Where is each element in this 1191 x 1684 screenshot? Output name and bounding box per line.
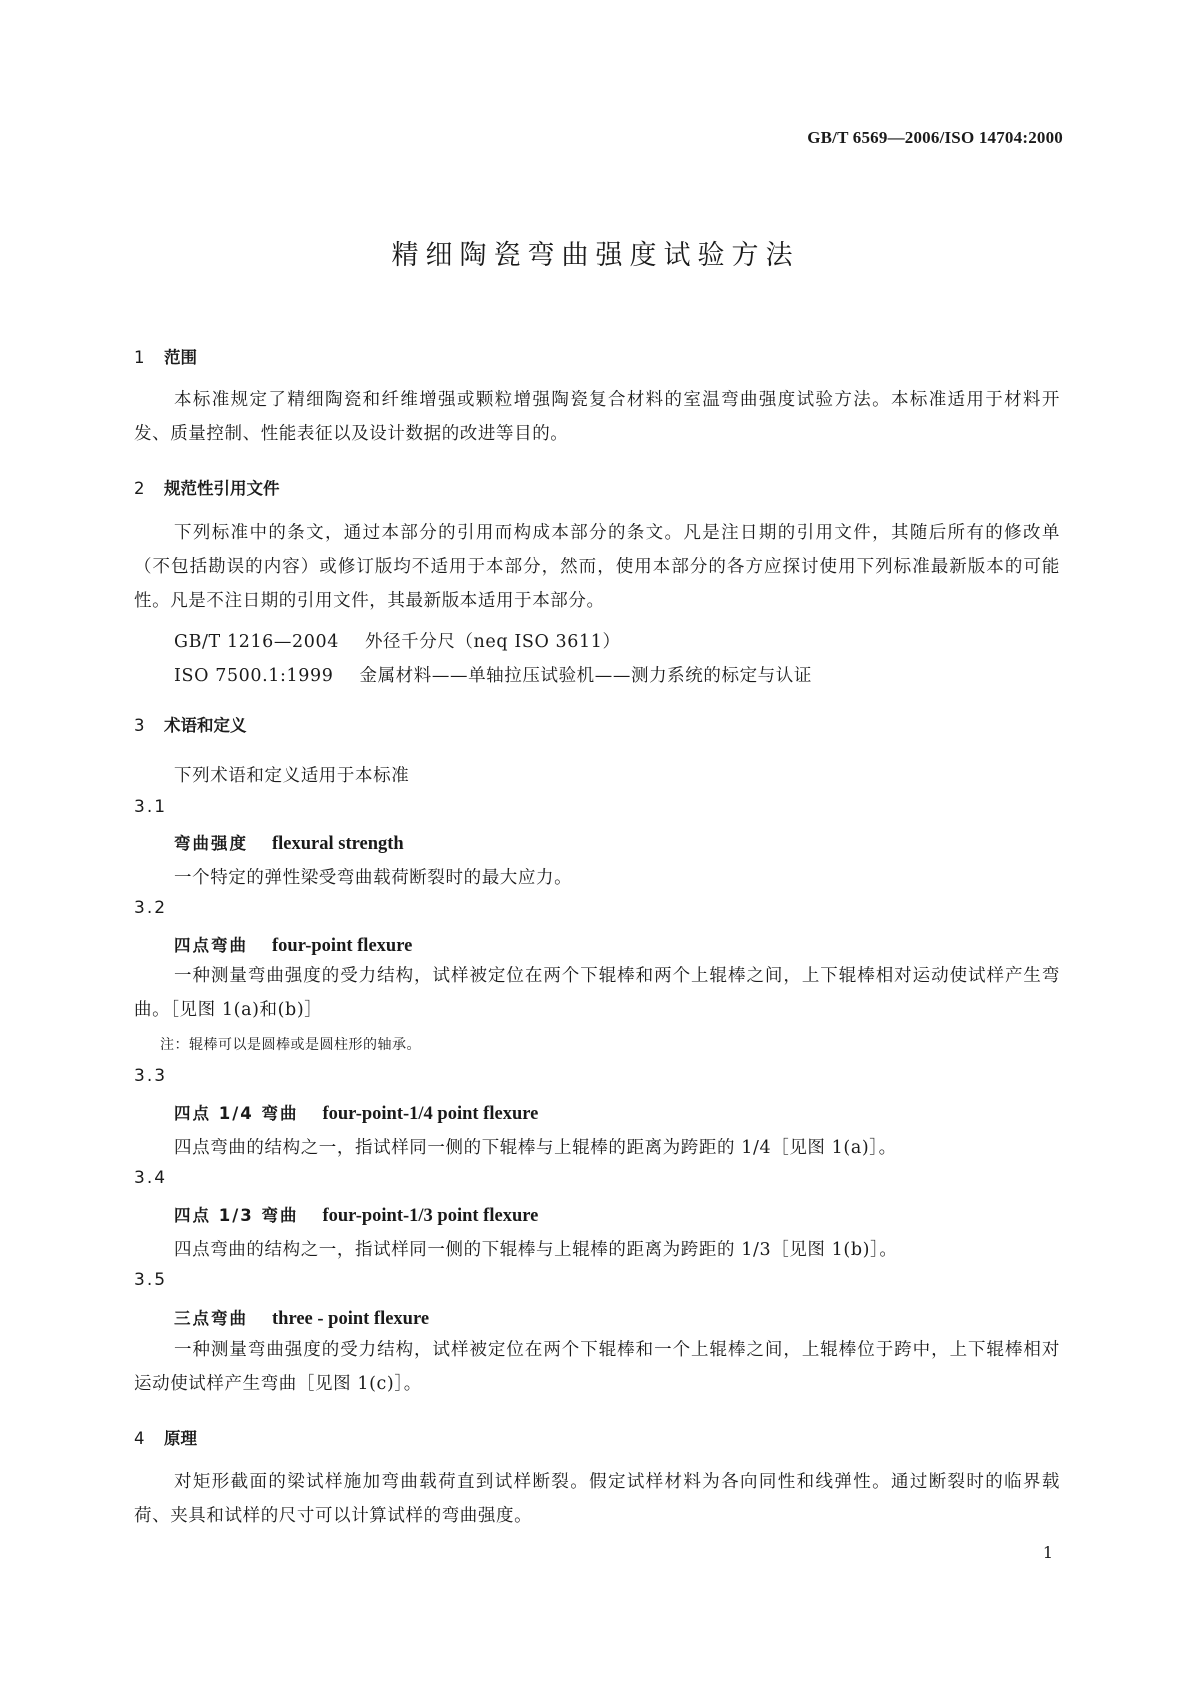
section-heading-principle	[134, 1425, 197, 1449]
term-heading	[174, 932, 412, 957]
scope-paragraph: 本标准规定了精细陶瓷和纤维增强或颗粒增强陶瓷复合材料的室温弯曲强度试验方法。本标准适用于材料开发、质量控制、性能表征以及设计数据的改进等目的。	[134, 390, 1060, 444]
term-definition: 一种测量弯曲强度的受力结构，试样被定位在两个下辊棒和两个上辊棒之间，上下辊棒相对运动使试样产生弯曲。［见图 1(a)和(b)］	[134, 966, 1060, 1020]
term-name-zh: 三点弯曲	[174, 1309, 248, 1328]
term-name-en: three - point flexure	[272, 1309, 430, 1329]
standard-code: GB/T 6569—2006/ISO 14704:2000	[807, 128, 1063, 147]
term-name-zh: 四点 1/4 弯曲	[174, 1104, 299, 1123]
term-note: 注：辊棒可以是圆棒或是圆柱形的轴承。	[160, 1037, 421, 1053]
reference-title: 外径千分尺（neq ISO 3611）	[364, 632, 621, 652]
term-name-zh: 四点弯曲	[174, 936, 248, 955]
term-definition: 四点弯曲的结构之一，指试样同一侧的下辊棒与上辊棒的距离为跨距的 1/4［见图 1(a)］。	[174, 1138, 897, 1158]
section-title: 规范性引用文件	[164, 479, 280, 498]
term-number: 3.4	[134, 1168, 168, 1188]
page-number: 1	[1042, 1543, 1053, 1562]
reference-code: ISO 7500.1:1999	[174, 666, 334, 686]
term-number: 3.5	[134, 1270, 168, 1290]
section-number: 3	[134, 716, 145, 735]
term-name-en: four-point flexure	[272, 936, 413, 956]
reference-item	[174, 628, 621, 653]
section-number: 4	[134, 1429, 145, 1448]
section-title: 范围	[164, 348, 197, 367]
term-heading	[174, 1100, 538, 1125]
section-title: 术语和定义	[164, 716, 247, 735]
section-heading-terms	[134, 712, 247, 736]
term-heading	[174, 830, 404, 855]
reference-item	[174, 662, 812, 687]
principle-paragraph: 对矩形截面的梁试样施加弯曲载荷直到试样断裂。假定试样材料为各向同性和线弹性。通过断裂时的临界载荷、夹具和试样的尺寸可以计算试样的弯曲强度。	[134, 1472, 1060, 1526]
term-name-zh: 弯曲强度	[174, 834, 248, 853]
term-number: 3.2	[134, 898, 168, 918]
term-heading	[174, 1202, 538, 1227]
term-definition: 一种测量弯曲强度的受力结构，试样被定位在两个下辊棒和一个上辊棒之间，上辊棒位于跨中，上下辊棒相对运动使试样产生弯曲［见图 1(c)］。	[134, 1340, 1060, 1394]
document-title: 精细陶瓷弯曲强度试验方法	[391, 240, 800, 271]
section-number: 2	[134, 479, 145, 498]
term-definition: 四点弯曲的结构之一，指试样同一侧的下辊棒与上辊棒的距离为跨距的 1/3［见图 1(b)］。	[174, 1240, 898, 1260]
terms-intro: 下列术语和定义适用于本标准	[174, 766, 410, 786]
term-name-en: four-point-1/4 point flexure	[322, 1104, 539, 1124]
reference-title: 金属材料——单轴拉压试验机——测力系统的标定与认证	[359, 666, 812, 686]
term-heading	[174, 1305, 429, 1330]
term-definition: 一个特定的弹性梁受弯曲载荷断裂时的最大应力。	[174, 868, 573, 888]
reference-code: GB/T 1216—2004	[174, 632, 339, 652]
term-name-en: four-point-1/3 point flexure	[322, 1206, 539, 1226]
section-number: 1	[134, 348, 145, 367]
normative-paragraph: 下列标准中的条文，通过本部分的引用而构成本部分的条文。凡是注日期的引用文件，其随后所有的修改单（不包括勘误的内容）或修订版均不适用于本部分，然而，使用本部分的各方应探讨使用下列标准最新版本的可能性。凡是不注日期的引用文件，其最新版本适用于本部分。	[134, 523, 1060, 611]
section-heading-normative-references	[134, 475, 280, 499]
term-number: 3.1	[134, 797, 168, 817]
term-number: 3.3	[134, 1066, 168, 1086]
term-name-zh: 四点 1/3 弯曲	[174, 1206, 299, 1225]
term-name-en: flexural strength	[272, 834, 404, 854]
section-title: 原理	[164, 1429, 197, 1448]
section-heading-scope	[134, 344, 197, 368]
